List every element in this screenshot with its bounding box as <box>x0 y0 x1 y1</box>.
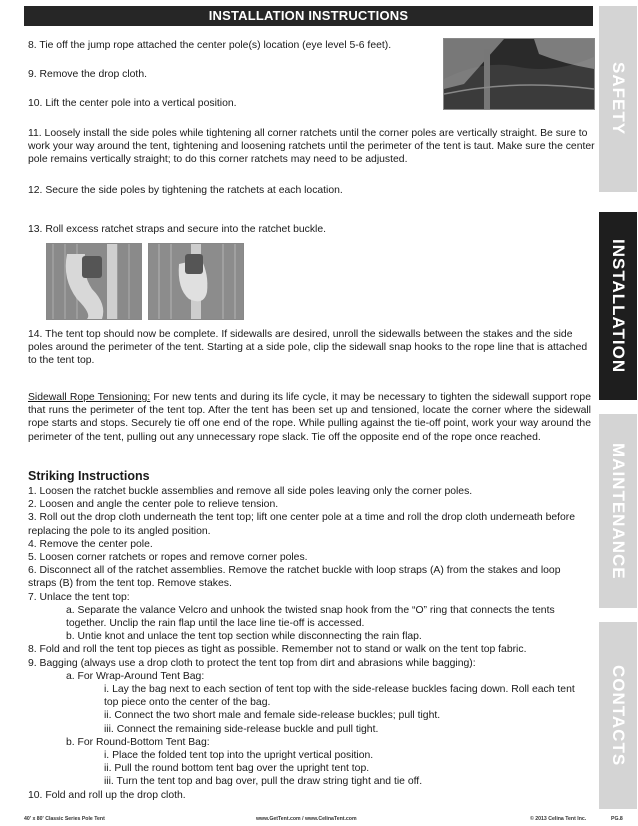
striking-line: iii. Connect the remaining side-release buckle and pull tight. <box>104 723 379 735</box>
striking-line: 5. Loosen corner ratchets or ropes and remove corner poles. <box>28 552 308 564</box>
striking-line: 7. Unlace the tent top: <box>28 591 130 603</box>
page-header: INSTALLATION INSTRUCTIONS <box>24 6 593 26</box>
step-14: 14. The tent top should now be complete. If sidewalls are desired, unroll the sidewalls between the stakes and the side poles around the perimeter of the tent. Starting at a side pole, clip the sidewall snap hooks to the rope line that is attached to the tent top. <box>28 329 588 367</box>
step-12: 12. Secure the side poles by tightening the ratchets at each location. <box>28 185 343 196</box>
tent-interior-photo <box>443 38 595 110</box>
step-11: 11. Loosely install the side poles while tightening all corner ratchets until the corner poles are vertically straight. Be sure to work your way around the tent, tightening and loosening ratchets until the perimeter of the tent is taut. Make sure the center pole remains vertically straight; to do this corner ratchets may need to be adjusted. <box>28 128 595 166</box>
sidewall-paragraph <box>28 391 591 444</box>
tab-safety-label: SAFETY <box>609 62 628 136</box>
footer-copyright: © 2013 Celina Tent Inc. <box>530 816 587 822</box>
striking-line: i. Place the folded tent top into the upright vertical position. <box>104 750 374 762</box>
striking-line: iii. Turn the tent top and bag over, pull the draw string tight and tie off. <box>104 776 423 788</box>
tab-installation-label: INSTALLATION <box>609 238 628 374</box>
striking-line: 4. Remove the center pole. <box>28 538 153 550</box>
footer-website: www.GetTent.com / www.CelinaTent.com <box>256 816 357 822</box>
striking-line: 2. Loosen and angle the center pole to relieve tension. <box>28 499 279 511</box>
step-10: 10. Lift the center pole into a vertical position. <box>28 98 237 109</box>
step-13: 13. Roll excess ratchet straps and secure into the ratchet buckle. <box>28 224 327 235</box>
footer-page-number: PG.8 <box>611 816 623 822</box>
step-9: 9. Remove the drop cloth. <box>28 69 147 80</box>
striking-line: 6. Disconnect all of the ratchet assemblies. Remove the ratchet buckle with loop straps (A) from the stakes and loop straps (B) from the tent top. Remove stakes. <box>28 565 561 590</box>
ratchet-strap-photo-1 <box>46 243 142 320</box>
tab-safety[interactable] <box>599 6 637 192</box>
tab-contacts[interactable] <box>599 622 637 809</box>
striking-line: ii. Pull the round bottom tent bag over the upright tent top. <box>104 763 370 775</box>
sidewall-text: For new tents and during its life cycle, it may be necessary to tighten the sidewall support rope that runs the perimeter of the tent top. After the tent has been set up and tensioned, locate the corner where the sidewall rope starts and stops. Securely tie off one end of the rope. While pulling against the tie-off point, work your way around the perimeter of the tent, pulling out any unnecessary rope slack. Tie off the opposite end of the rope once reached. <box>28 392 591 443</box>
striking-line: 10. Fold and roll up the drop cloth. <box>28 789 186 801</box>
tab-installation[interactable] <box>599 212 637 400</box>
striking-line: 8. Fold and roll the tent top pieces as tight as possible. Remember not to stand or walk on the tent top fabric. <box>28 644 527 656</box>
striking-line: 9. Bagging (always use a drop cloth to protect the tent top from dirt and abrasions while bagging): <box>28 657 476 669</box>
striking-line: a. For Wrap-Around Tent Bag: <box>66 670 205 682</box>
striking-line: b. Untie knot and unlace the tent top section while disconnecting the rain flap. <box>66 631 422 643</box>
striking-heading: Striking Instructions <box>28 469 150 483</box>
tab-maintenance[interactable] <box>599 414 637 608</box>
striking-line: 3. Roll out the drop cloth underneath the tent top; lift one center pole at a time and roll the drop cloth underneath before replacing the pole to its angled position. <box>28 512 576 537</box>
striking-line: ii. Connect the two short male and female side-release buckles; pull tight. <box>104 710 441 722</box>
striking-line: i. Lay the bag next to each section of tent top with the side-release buckles facing down. Roll each tent top piece onto the center of the bag. <box>104 684 575 709</box>
striking-line: b. For Round-Bottom Tent Bag: <box>66 736 210 748</box>
step-8: 8. Tie off the jump rope attached the center pole(s) location (eye level 5-6 feet). <box>28 40 392 51</box>
tab-maintenance-label: MAINTENANCE <box>609 442 628 580</box>
striking-list <box>28 485 591 802</box>
tab-contacts-label: CONTACTS <box>609 664 628 767</box>
striking-line: a. Separate the valance Velcro and unhook the twisted snap hook from the “O” ring that connects the tents together. Unclip the rain flap until the lace line tie-off is accessed. <box>66 604 555 630</box>
ratchet-strap-photo-2 <box>148 243 244 320</box>
sidewall-label: Sidewall Rope Tensioning: <box>28 392 151 403</box>
footer-product: 40' x 80' Classic Series Pole Tent <box>24 816 105 822</box>
striking-line: 1. Loosen the ratchet buckle assemblies and remove all side poles leaving only the corner poles. <box>28 486 473 497</box>
